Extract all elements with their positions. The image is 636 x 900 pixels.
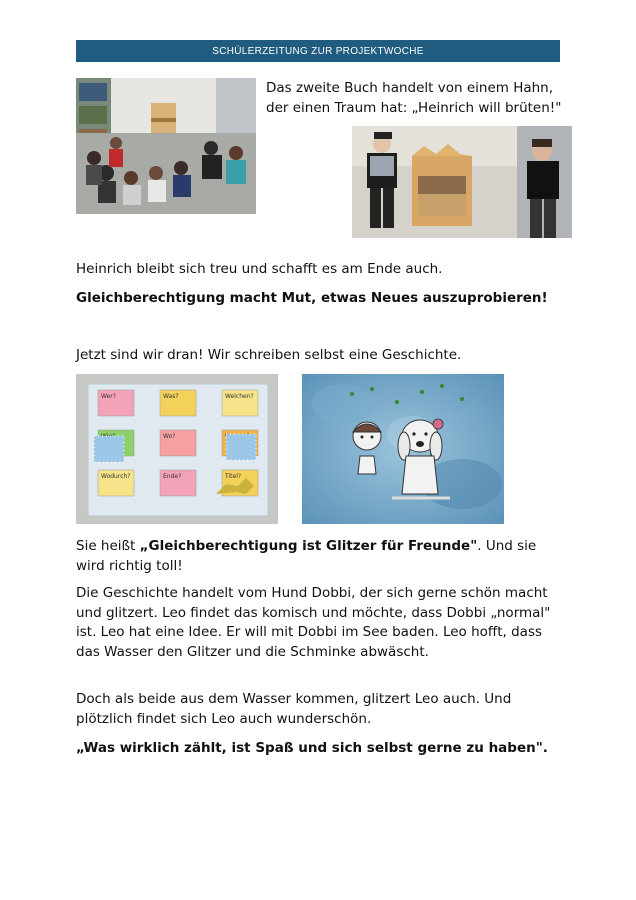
story-card xyxy=(160,470,196,496)
story-card-label: Ende? xyxy=(163,473,182,480)
story-card xyxy=(160,430,196,456)
dobbi-leo-illustration xyxy=(302,374,504,524)
story-card xyxy=(98,390,134,416)
story-cards-photo xyxy=(76,374,278,524)
classroom-photo xyxy=(76,78,256,214)
intro-paragraph: Das zweite Buch handelt von einem Hahn, der einen Traum hat: „Heinrich will brüten!" xyxy=(266,80,562,116)
paragraph-jetzt-sind-wir-dran: Jetzt sind wir dran! Wir schreiben selbst eine Geschichte. xyxy=(76,347,462,363)
puppet-theatre-photo xyxy=(352,126,572,238)
title-outro-text: . Und sie wird richtig toll! xyxy=(76,538,537,574)
story-card xyxy=(98,470,134,496)
story-card-label: Wo? xyxy=(163,433,176,440)
paragraph-dobbi: Die Geschichte handelt vom Hund Dobbi, der sich gerne schön macht und glitzert. Leo findet das komisch und möchte, dass Dobbi „normal" ist. Leo hat eine Idee. Er will mit Dobbi im See baden. Leo hofft, dass das Wasser den Glitzer und die Schminke abwäscht. xyxy=(76,585,551,660)
page-header-title: SCHÜLERZEITUNG ZUR PROJEKTWOCHE xyxy=(212,45,424,57)
story-card-label: Welchen? xyxy=(225,393,254,400)
paragraph-titel xyxy=(76,537,560,576)
page-header-banner xyxy=(76,40,560,62)
paragraph-gleichberechtigung: Gleichberechtigung macht Mut, etwas Neues auszuprobieren! xyxy=(76,290,548,306)
story-title: „Gleichberechtigung ist Glitzer für Freunde" xyxy=(139,538,478,554)
story-card xyxy=(160,390,196,416)
dotted-card xyxy=(226,434,256,460)
story-card-label: Was? xyxy=(163,393,179,400)
paragraph-leo-glitzert: Doch als beide aus dem Wasser kommen, glitzert Leo auch. Und plötzlich findet sich Leo auch wunderschön. xyxy=(76,691,512,727)
paragraph-motto: „Was wirklich zählt, ist Spaß und sich selbst gerne zu haben". xyxy=(76,740,548,756)
story-card-label: Titel? xyxy=(225,473,242,480)
story-card xyxy=(222,390,258,416)
story-card-label: Wodurch? xyxy=(101,473,131,480)
paragraph-heinrich: Heinrich bleibt sich treu und schafft es am Ende auch. xyxy=(76,261,443,277)
title-intro-text: Sie heißt xyxy=(76,538,140,554)
dotted-card xyxy=(94,436,124,462)
story-card-label: Wer? xyxy=(101,393,116,400)
